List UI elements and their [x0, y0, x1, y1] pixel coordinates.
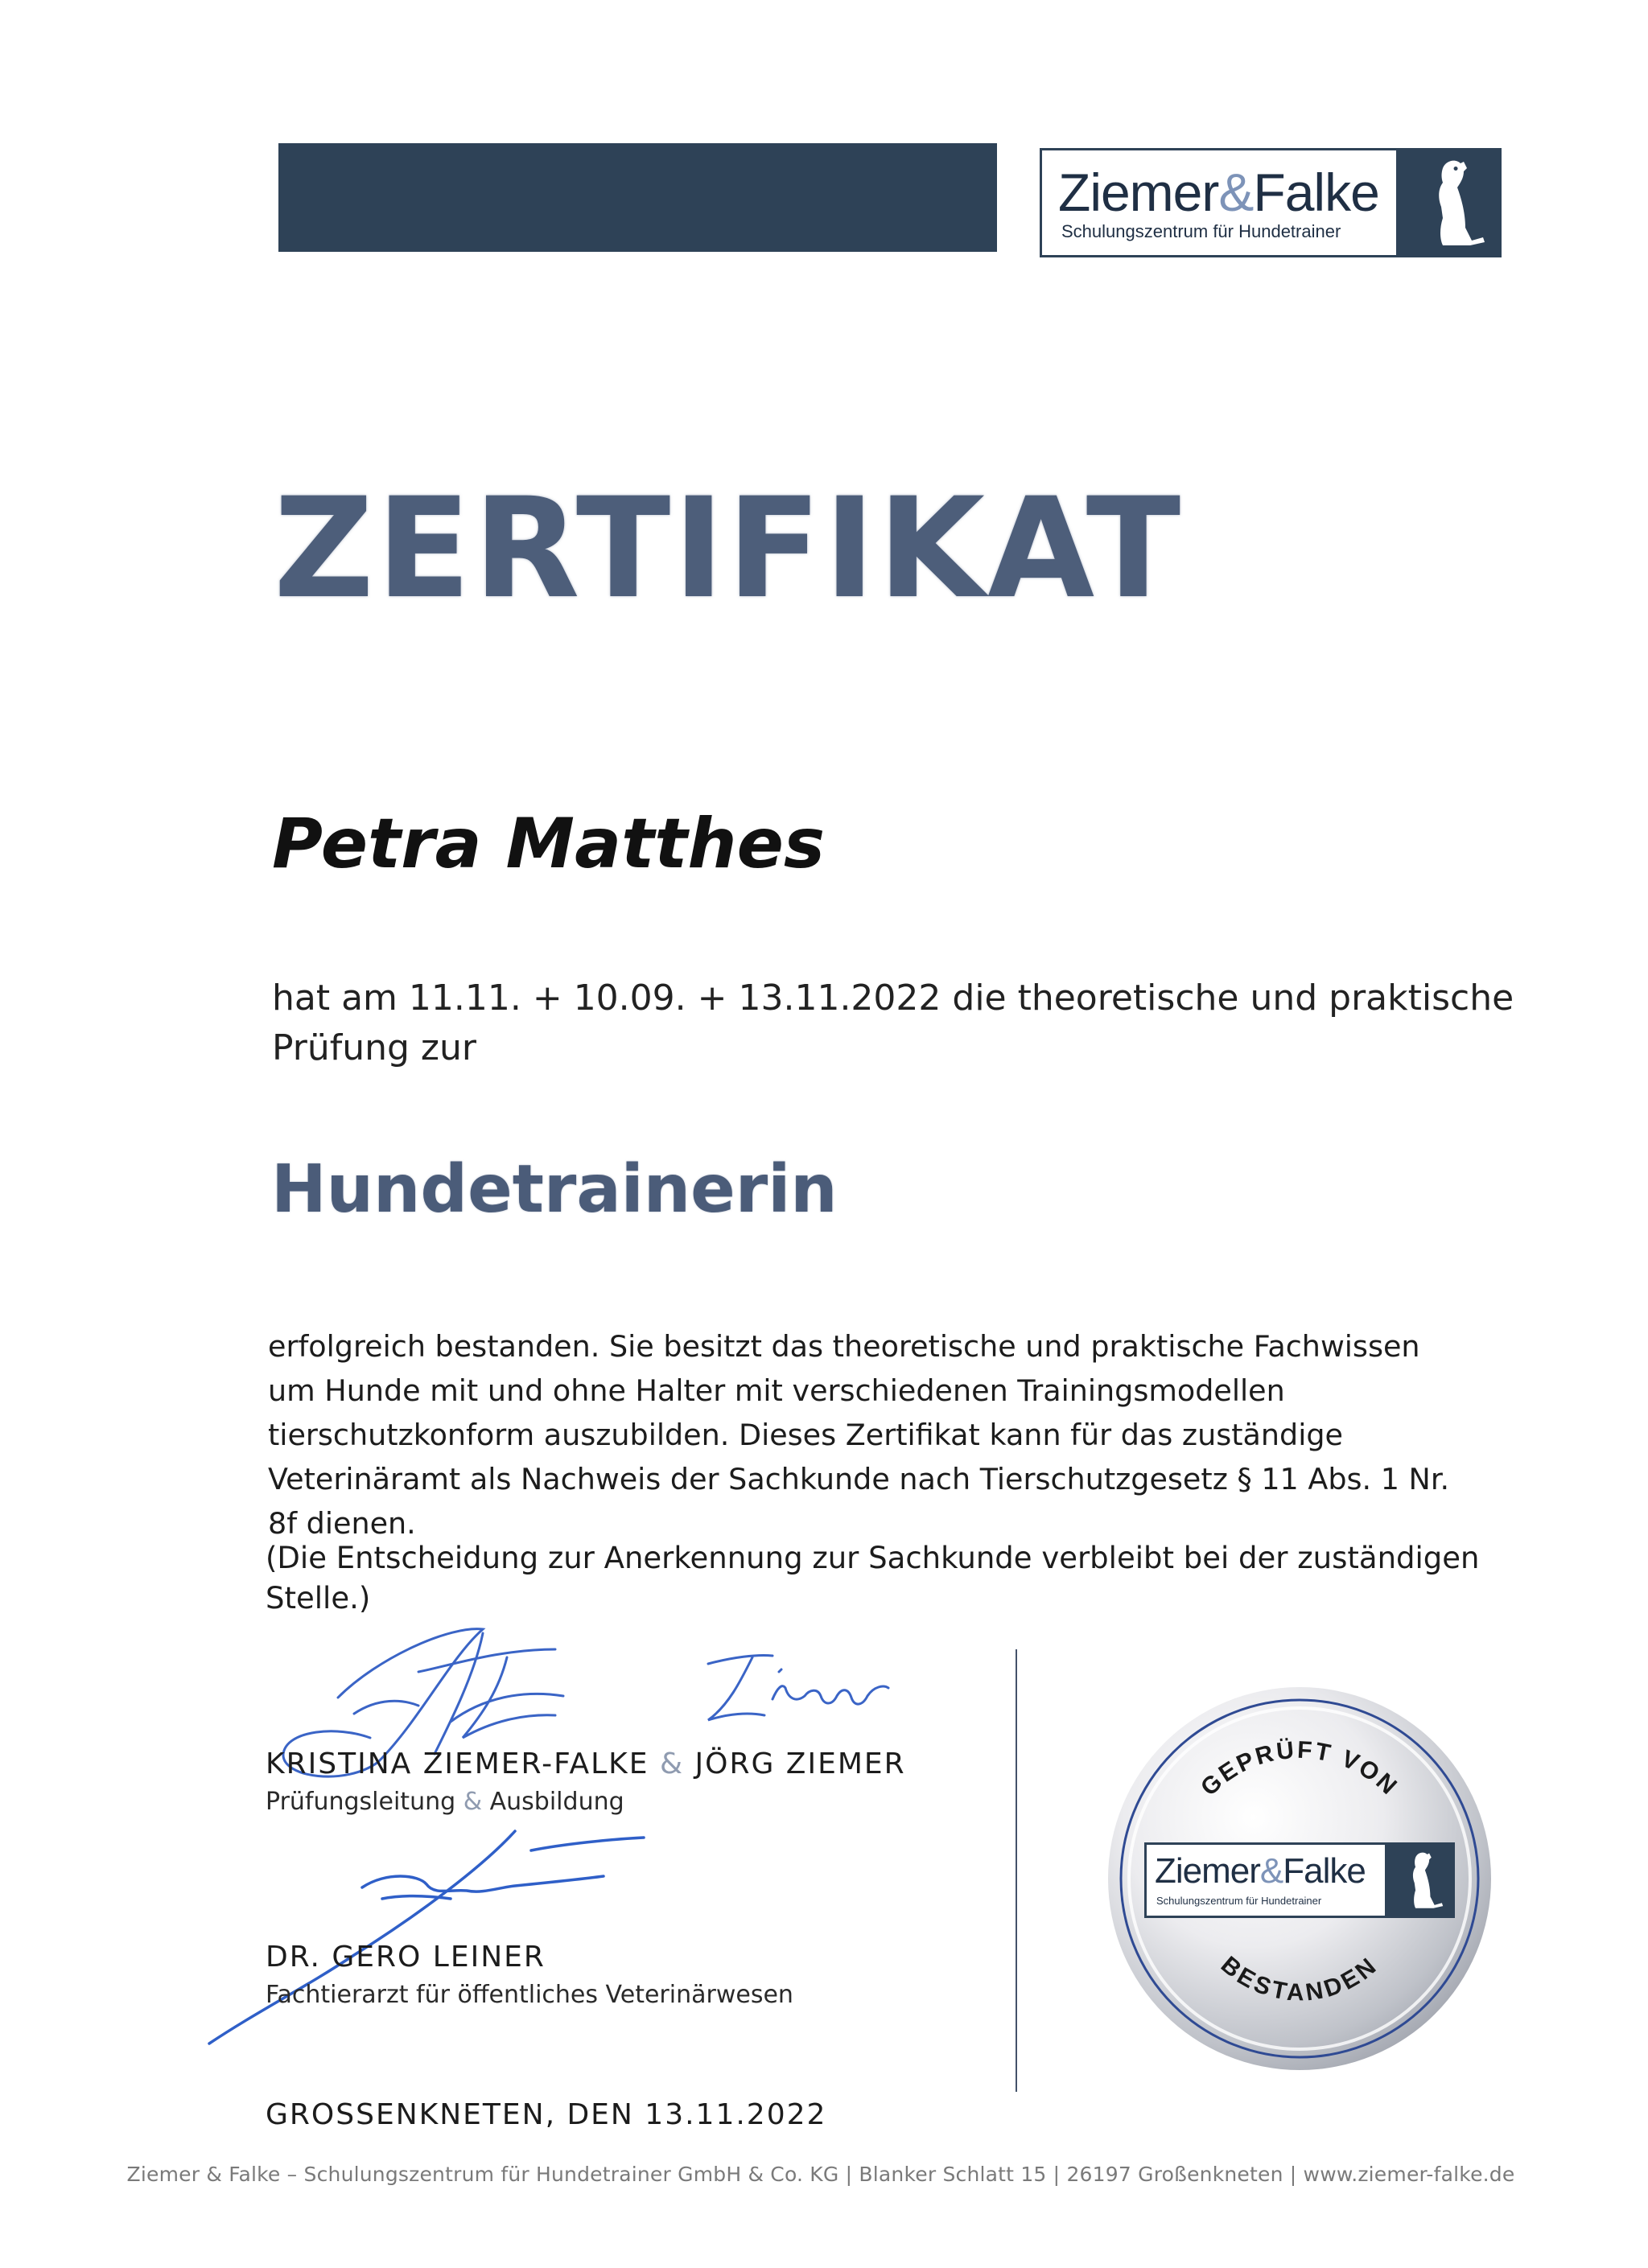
logo-wordmark: Ziemer&Falke: [1058, 163, 1379, 222]
vertical-divider: [1016, 1649, 1017, 2092]
recipient-name: Petra Matthes: [272, 804, 826, 884]
seal-logo-wordmark: Ziemer&Falke: [1155, 1851, 1366, 1891]
footer-address: Ziemer & Falke – Schulungszentrum für Hundetrainer GmbH & Co. KG | Blanker Schlatt 15 | 26197 Großenkneten | www.ziemer-falke.de: [126, 2163, 1515, 2186]
veterinarian-role: Fachtierarzt für öffentliches Veterinärwesen: [266, 1981, 793, 2009]
seal-top-text: GEPRÜFT VON: [1195, 1736, 1404, 1801]
logo-subtitle: Schulungszentrum für Hundetrainer: [1061, 221, 1341, 241]
signatory-names: KRISTINA ZIEMER-FALKE & JÖRG ZIEMER: [266, 1747, 906, 1780]
dog-icon: [1385, 1845, 1452, 1916]
place-and-date: GROSSENKNETEN, DEN 13.11.2022: [266, 2098, 827, 2131]
disclaimer-note: (Die Entscheidung zur Anerkennung zur Sachkunde verbleibt bei der zuständigen Stelle.): [266, 1541, 1480, 1616]
body-text: erfolgreich bestanden. Sie besitzt das theoretische und praktische Fachwissen um Hunde mit und ohne Halter mit verschiedenen Trainingsmodellen tierschutzkonform auszubilden. Dieses Zertifikat kann für das zuständige Veterinäramt als Nachweis der Sachkunde nach Tierschutzgesetz § 11 Abs. 1 Nr. 8f dienen.: [268, 1329, 1450, 1541]
seal-logo-subtitle: Schulungszentrum für Hundetrainer: [1156, 1895, 1322, 1907]
certificate-title: ZERTIFIKAT: [274, 467, 1184, 629]
intro-text: hat am 11.11. + 10.09. + 13.11.2022 die theoretische und praktische Prüfung zur: [272, 978, 1514, 1068]
seal-bottom-text: BESTANDEN: [1215, 1951, 1384, 2007]
qualification-title: Hundetrainerin: [271, 1151, 838, 1228]
veterinarian-name: DR. GERO LEINER: [266, 1941, 546, 1974]
seal-logo: [1144, 1842, 1455, 1918]
signatory-roles: Prüfungsleitung & Ausbildung: [266, 1788, 624, 1816]
